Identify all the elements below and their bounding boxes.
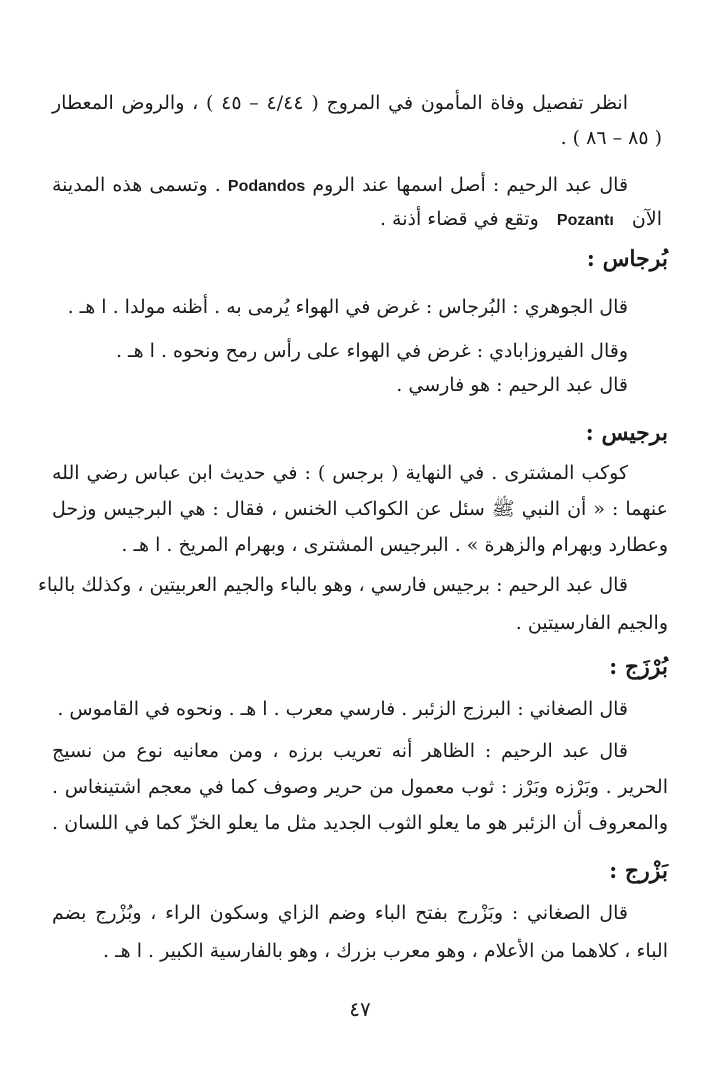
text-fragment: قال عبد الرحيم : أصل اسمها عند الروم xyxy=(312,174,629,196)
entry-headword: بَزْرج : xyxy=(609,858,668,884)
entry-headword: بُرجاس : xyxy=(586,246,668,272)
text-line: عنهما : « أن النبي ﷺ سئل عن الكواكب الخنس ، فقال : هي البرجيس وزحل xyxy=(52,498,668,520)
text-line: قال عبد الرحيم : الظاهر أنه تعريب برزه ، ومن معانيه نوع من نسيج xyxy=(52,740,628,762)
text-fragment: الآن xyxy=(631,208,662,230)
text-line: وعطارد وبهرام والزهرة » . البرجيس المشترى ، وبهرام المريخ . ا هـ . xyxy=(121,534,668,556)
text-line xyxy=(52,204,662,236)
page-number: ٤٧ xyxy=(349,997,371,1021)
text-line: وقال الفيروزابادي : غرض في الهواء على رأس رمح ونحوه . ا هـ . xyxy=(115,340,628,362)
latin-term: Pozantı xyxy=(556,212,614,229)
text-line: قال الصغاني : وبَزْرج بفتح الباء وضم الزاي وسكون الراء ، وبُزْرج بضم xyxy=(52,902,628,924)
text-fragment: . وتسمى هذه المدينة xyxy=(52,174,221,196)
text-line: كوكب المشترى . في النهاية ( برجس ) : في حديث ابن عباس رضي الله xyxy=(52,462,628,484)
text-line: انظر تفصيل وفاة المأمون في المروج ( ٤/٤٤ – ٤٥ ) ، والروض المعطار xyxy=(52,92,628,114)
text-line: الحرير . وبَرْزه وبَرْز : ثوب معمول من حرير وصوف كما في معجم اشتينغاس . xyxy=(52,776,668,798)
entry-headword: بُرْزَج : xyxy=(609,654,668,680)
text-line: قال الجوهري : البُرجاس : غرض في الهواء يُرمى به . أظنه مولدا . ا هـ . xyxy=(67,296,628,318)
latin-term: Podandos xyxy=(227,178,306,195)
text-line: والجيم الفارسيتين . xyxy=(515,612,668,634)
text-line xyxy=(52,170,628,202)
text-line: الباء ، كلاهما من الأعلام ، وهو معرب بزرك ، وهو بالفارسية الكبير . ا هـ . xyxy=(103,940,668,962)
text-line: قال الصغاني : البرزج الزئبر . فارسي معرب . ا هـ . ونحوه في القاموس . xyxy=(57,698,628,720)
text-line: قال عبد الرحيم : هو فارسي . xyxy=(396,374,628,396)
text-line: والمعروف أن الزئبر هو ما يعلو الثوب الجديد مثل ما يعلو الخزّ كما في اللسان . xyxy=(52,812,668,834)
text-fragment: وتقع في قضاء أذنة . xyxy=(379,208,539,230)
entry-headword: برجيس : xyxy=(585,420,668,446)
text-line: قال عبد الرحيم : برجيس فارسي ، وهو بالباء والجيم العربيتين ، وكذلك بالباء xyxy=(37,574,628,596)
text-line: ( ٨٥ – ٨٦ ) . xyxy=(560,127,662,149)
